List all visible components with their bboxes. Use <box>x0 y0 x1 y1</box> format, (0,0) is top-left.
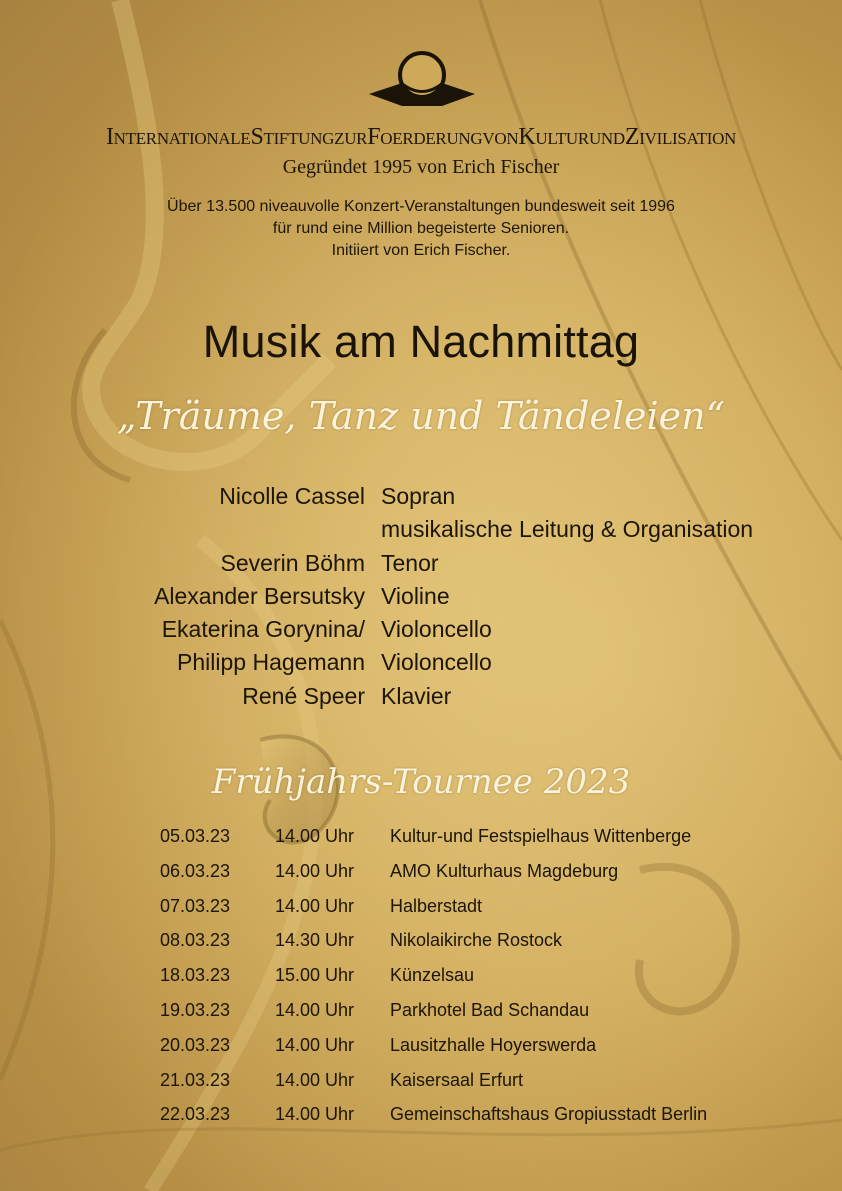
intro-line: für rund eine Million begeisterte Senioren. <box>272 220 570 237</box>
event-date: 07.03.23 <box>160 895 231 916</box>
tour-date-row <box>0 857 842 892</box>
event-date: 21.03.23 <box>160 1069 231 1090</box>
performer-row <box>0 646 842 679</box>
event-date: 08.03.23 <box>160 930 231 951</box>
performer-row <box>0 513 842 546</box>
event-time: 14.00 Uhr <box>275 1034 355 1055</box>
tour-date-row <box>0 892 842 927</box>
event-time: 14.00 Uhr <box>275 1069 355 1090</box>
performer-name: Severin Böhm <box>220 549 365 576</box>
intro-text <box>0 196 842 262</box>
tour-date-row <box>0 1100 842 1135</box>
event-date: 06.03.23 <box>160 860 231 881</box>
performer-row <box>0 680 842 713</box>
event-venue: Künzelsau <box>390 965 475 986</box>
tour-date-row <box>0 961 842 996</box>
performer-role: Tenor <box>381 549 439 576</box>
event-time: 14.00 Uhr <box>275 895 355 916</box>
performer-name: Philipp Hagemann <box>177 649 365 676</box>
intro-line: Initiiert von Erich Fischer. <box>331 242 511 259</box>
performer-row <box>0 480 842 513</box>
concert-subtitle: „Träume, Tanz und Tändeleien“ <box>116 394 726 438</box>
event-time: 14.30 Uhr <box>275 930 355 951</box>
event-date: 19.03.23 <box>160 999 231 1020</box>
performer-list <box>0 480 842 713</box>
performer-row <box>0 613 842 646</box>
tour-date-row <box>0 1031 842 1066</box>
concert-title: Musik am Nachmittag <box>202 316 640 367</box>
event-venue: AMO Kulturhaus Magdeburg <box>390 860 619 881</box>
event-venue: Halberstadt <box>390 895 483 916</box>
event-venue: Nikolaikirche Rostock <box>390 930 563 951</box>
event-date: 05.03.23 <box>160 826 231 846</box>
event-venue: Lausitzhalle Hoyerswerda <box>390 1034 597 1055</box>
performer-name: René Speer <box>242 682 365 709</box>
performer-name: Nicolle Cassel <box>219 483 365 509</box>
performer-role: Klavier <box>381 682 452 709</box>
performer-row <box>0 580 842 613</box>
event-venue: Gemeinschaftshaus Gropiusstadt Berlin <box>390 1104 708 1125</box>
tour-date-row <box>0 822 842 857</box>
tour-title: Frühjahrs-Tournee 2023 <box>211 762 631 802</box>
event-time: 14.00 Uhr <box>275 860 355 881</box>
event-time: 14.00 Uhr <box>275 1104 355 1125</box>
foundation-name: InternationaleStiftungzurFoerderungvonKulturundZivilisation <box>105 124 737 150</box>
performer-role: Violoncello <box>381 649 492 676</box>
tour-date-row <box>0 996 842 1031</box>
event-time: 15.00 Uhr <box>275 965 355 986</box>
performer-name: Ekaterina Gorynina/ <box>161 616 365 643</box>
performer-row <box>0 547 842 580</box>
founded-line: Gegründet 1995 von Erich Fischer <box>282 156 560 178</box>
event-date: 20.03.23 <box>160 1034 231 1055</box>
event-date: 22.03.23 <box>160 1104 231 1125</box>
tour-date-row <box>0 1066 842 1101</box>
tour-dates-table <box>0 822 842 1135</box>
performer-role: Violoncello <box>381 616 492 643</box>
foundation-logo-icon <box>369 50 475 108</box>
event-venue: Kultur-und Festspielhaus Wittenberge <box>390 826 692 846</box>
performer-role: Violine <box>381 582 450 609</box>
tour-date-row <box>0 926 842 961</box>
performer-name: Alexander Bersutsky <box>154 582 365 609</box>
performer-role: Sopran <box>381 483 456 509</box>
event-time: 14.00 Uhr <box>275 999 355 1020</box>
performer-role: musikalische Leitung & Organisation <box>381 516 754 543</box>
event-date: 18.03.23 <box>160 965 231 986</box>
event-venue: Kaisersaal Erfurt <box>390 1069 524 1090</box>
event-venue: Parkhotel Bad Schandau <box>390 999 590 1020</box>
intro-line: Über 13.500 niveauvolle Konzert-Veranstaltungen bundesweit seit 1996 <box>167 198 675 215</box>
event-time: 14.00 Uhr <box>275 826 355 846</box>
